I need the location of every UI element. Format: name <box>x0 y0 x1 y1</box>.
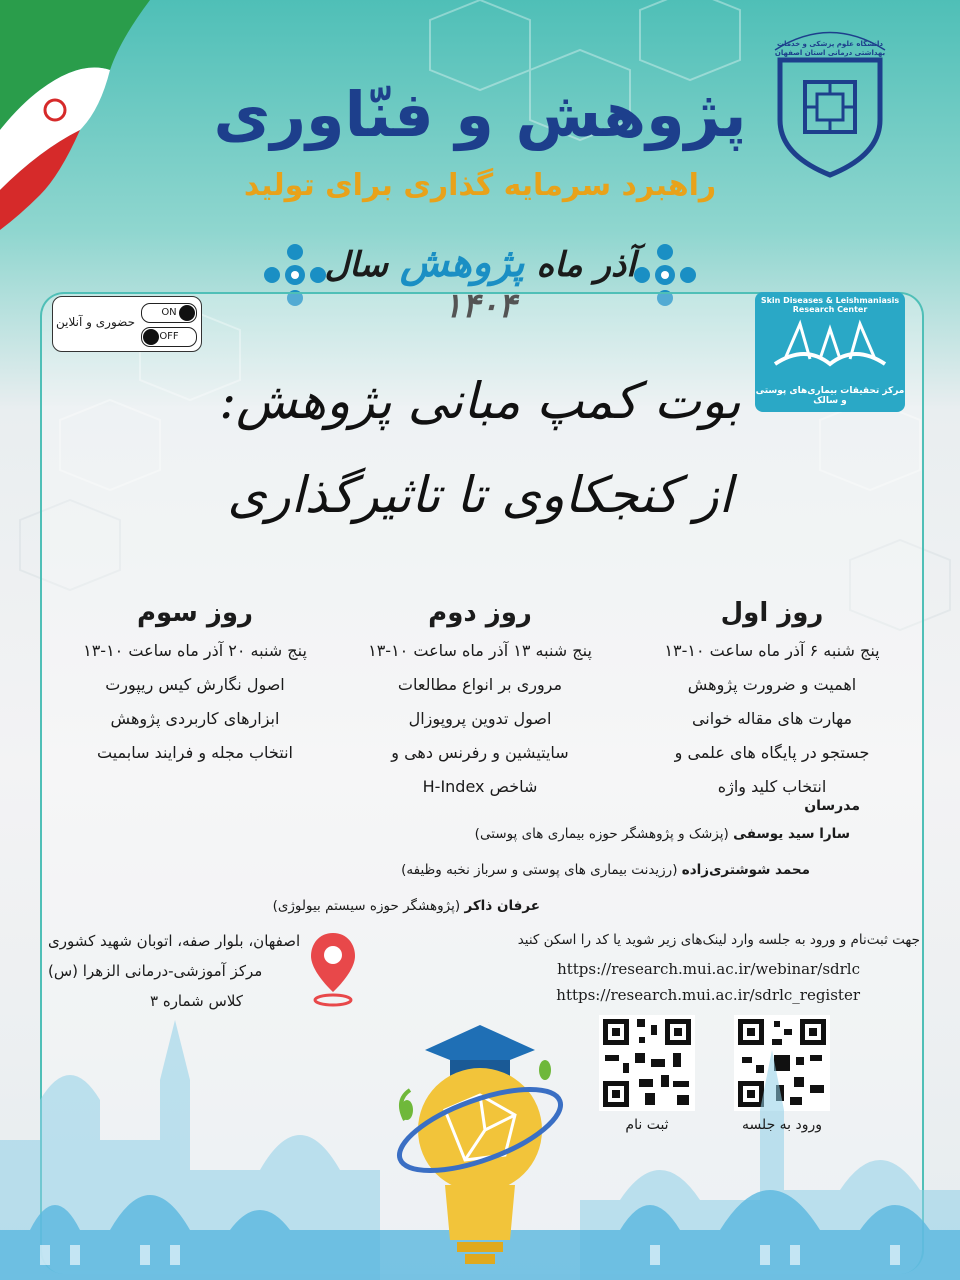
register-link[interactable]: https://research.mui.ac.ir/sdrlc_register <box>556 986 860 1004</box>
teacher-role: (پزشک و پژوهشگر حوزه بیماری های پوستی) <box>474 826 729 842</box>
teacher-name: سارا سید یوسفی <box>733 826 850 842</box>
day-date: پنج شنبه ۶ آذر ماه ساعت ۱۰-۱۳ <box>664 641 880 660</box>
event-title-line1: بوت کمپ مبانی پژوهش: <box>219 372 741 430</box>
qr-register-label: ثبت نام <box>625 1117 669 1133</box>
month-suffix: سال ۱۴۰۴ <box>324 245 517 326</box>
topic: ابزارهای کاربردی پژوهش <box>110 709 280 728</box>
day-date: پنج شنبه ۱۳ آذر ماه ساعت ۱۰-۱۳ <box>368 641 592 660</box>
off-label: OFF <box>159 331 179 342</box>
page-subtitle: راهبرد سرمایه گذاری برای تولید <box>243 168 717 203</box>
day-date: پنج شنبه ۲۰ آذر ماه ساعت ۱۰-۱۳ <box>83 641 307 660</box>
topic: مروری بر انواع مطالعات <box>397 675 563 694</box>
on-switch <box>141 303 197 323</box>
registration-instruction: جهت ثبت‌نام و ورود به جلسه وارد لینک‌های زیر شوید یا کد را اسکن کنید <box>517 932 920 948</box>
day-name: روز اول <box>720 598 824 628</box>
on-label: ON <box>161 307 177 318</box>
teacher-row <box>475 826 850 842</box>
event-title-line2: از کنجکاوی تا تاثیرگذاری <box>227 466 733 524</box>
off-switch <box>141 327 197 347</box>
topic: شاخص H-Index <box>422 777 538 796</box>
iran-flag <box>0 0 150 230</box>
qr-entry-label: ورود به جلسه <box>741 1117 823 1133</box>
topic: اصول نگارش کیس ریپورت <box>105 675 285 694</box>
switch-knob-icon <box>143 329 159 345</box>
address-line: مرکز آموزشی-درمانی الزهرا (س) <box>48 962 263 980</box>
open-book-icon <box>765 314 895 376</box>
address-line: اصفهان، بلوار صفه، اتوبان شهید کشوری <box>48 932 301 950</box>
teachers-title: مدرسان <box>804 798 860 814</box>
day-three <box>65 598 325 770</box>
topic: اصول تدوین پروپوزال <box>408 709 552 728</box>
webinar-link[interactable]: https://research.mui.ac.ir/webinar/sdrlc <box>557 960 860 978</box>
teacher-role: (رزیدنت بیماری های پوستی و سرباز نخبه وظیفه) <box>401 862 678 878</box>
university-logo-text: دانشگاه علوم پزشکی و خدمات بهداشتی درمانی استان اصفهان <box>774 40 886 57</box>
mode-label: حضوری و آنلاین <box>56 315 135 329</box>
teacher-name: محمد شوشتری‌زاده <box>681 862 810 878</box>
topic: اهمیت و ضرورت پژوهش <box>687 675 857 694</box>
topic: انتخاب کلید واژه <box>717 777 827 796</box>
attendance-mode-box <box>52 296 202 352</box>
switch-knob-icon <box>179 305 195 321</box>
center-name-fa: مرکز تحقیقات بیماری‌های پوستی و سالک <box>755 386 905 406</box>
topic: سایتیشین و رفرنس دهی و <box>391 743 569 762</box>
teacher-role: (پژوهشگر حوزه سیستم بیولوژی) <box>272 898 461 914</box>
teacher-row <box>273 898 540 914</box>
day-one <box>642 598 902 804</box>
address-line: کلاس شماره ۳ <box>150 992 243 1010</box>
teacher-row <box>401 862 810 878</box>
center-name-en: Skin Diseases & Leishmaniasis Research Center <box>760 296 900 314</box>
topic: جستجو در پایگاه های علمی و <box>674 743 870 762</box>
page-title: پژوهش و فنّاوری <box>213 78 747 151</box>
teacher-name: عرفان ذاکر <box>464 898 540 914</box>
day-name: روز سوم <box>136 598 254 628</box>
month-accent: پژوهش <box>399 240 525 286</box>
month-prefix: آذر ماه <box>536 245 636 285</box>
day-name: روز دوم <box>428 598 532 628</box>
lightbulb-graduation-icon <box>385 1010 575 1280</box>
topic: مهارت های مقاله خوانی <box>691 709 853 728</box>
topic: انتخاب مجله و فرایند سابمیت <box>97 743 293 762</box>
day-two <box>350 598 610 804</box>
